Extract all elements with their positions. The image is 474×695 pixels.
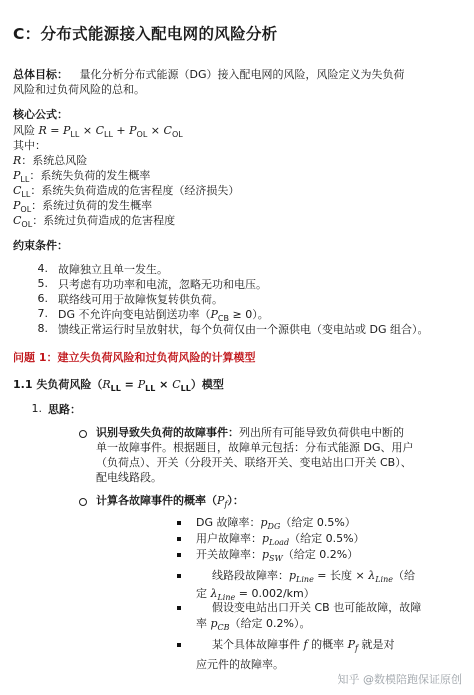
rate-cb-cont: 率 $p_{CB}$（给定 0.2%）。 xyxy=(196,617,311,633)
idea-label: 思路： xyxy=(48,403,81,416)
formula-label: 核心公式： xyxy=(13,108,68,121)
constraint-number: 5. xyxy=(37,277,48,290)
rate-dg: DG 故障率：$p_{DG}$（给定 0.5%） xyxy=(196,516,356,532)
event-probability-cont: 应元件的故障率。 xyxy=(196,658,284,671)
formula-where: 其中： xyxy=(13,139,46,152)
constraint-number: 6. xyxy=(37,292,48,305)
watermark: 知乎 @数模陪跑保证原创 xyxy=(337,673,462,686)
square-bullet-icon xyxy=(177,521,181,525)
bullet-1-line-2: 单一故障事件。根据题目，故障单元包括：分布式能源 DG、用户 xyxy=(96,441,414,454)
square-bullet-icon xyxy=(177,574,181,578)
goal-line-2: 风险和过负荷风险的总和。 xyxy=(13,83,145,96)
constraint-number: 4. xyxy=(37,262,48,275)
constraint-number: 7. xyxy=(37,307,48,320)
page-title: C：分布式能源接入配电网的风险分析 xyxy=(13,25,278,43)
formula-expression: 风险 $R = P_{LL} \times C_{LL} + P_{OL} \times C_{OL}$ xyxy=(13,124,183,140)
constraint-item: DG 不允许向变电站倒送功率$(P_{CB} \ge 0)$。 xyxy=(58,308,269,324)
bullet-1-line-1: 识别导致失负荷的故障事件：列出所有可能导致负荷供电中断的 xyxy=(96,426,404,439)
square-bullet-icon xyxy=(177,643,181,647)
bullet-1-line-4: 配电线路段。 xyxy=(96,471,162,484)
rate-load: 用户故障率：$p_{Load}$（给定 0.5%） xyxy=(196,532,365,548)
def-cll: $C_{LL}$：系统失负荷造成的危害程度（经济损失） xyxy=(13,184,240,200)
constraint-item: 故障独立且单一发生。 xyxy=(58,263,168,276)
def-pll: $P_{LL}$：系统失负荷的发生概率 xyxy=(13,169,151,185)
square-bullet-icon xyxy=(177,553,181,557)
constraints-label: 约束条件： xyxy=(13,239,68,252)
constraint-item: 馈线正常运行时呈放射状，每个负荷仅由一个源供电（变电站或 DG 组合）。 xyxy=(58,323,429,336)
goal-paragraph xyxy=(13,67,405,82)
rate-line-cont: 定 $\lambda_{Line} = 0.002/km$） xyxy=(196,587,315,603)
rate-cb: 假设变电站出口开关 CB 也可能故障，故障 xyxy=(212,601,422,614)
def-col: $C_{OL}$：系统过负荷造成的危害程度 xyxy=(13,214,176,230)
constraint-item: 联络线可用于故障恢复转供负荷。 xyxy=(58,293,223,306)
constraint-item: 只考虑有功功率和电流，忽略无功和电压。 xyxy=(58,278,267,291)
goal-line-1: 量化分析分布式能源（DG）接入配电网的风险，风险定义为失负荷 xyxy=(79,68,405,81)
rate-switch: 开关故障率：$p_{SW}$（给定 0.2%） xyxy=(196,548,359,564)
bullet-2-label: 计算各故障事件的概率$(P_f)$： xyxy=(96,494,244,510)
circle-bullet-icon xyxy=(79,498,87,506)
square-bullet-icon xyxy=(177,537,181,541)
circle-bullet-icon xyxy=(79,430,87,438)
rate-line: 线路段故障率：$p_{Line}$ = 长度 × $\lambda_{Line}$（给 xyxy=(212,569,415,585)
def-r: R：系统总风险 xyxy=(13,154,88,167)
section-heading: 1.1 失负荷风险$(R_{LL} = P_{LL} \times C_{LL})$模型 xyxy=(13,378,224,394)
event-probability: 某个具体故障事件 f 的概率 $P_f$ 就是对 xyxy=(212,638,395,654)
square-bullet-icon xyxy=(177,606,181,610)
idea-number: 1. xyxy=(31,402,42,415)
goal-label: 总体目标： xyxy=(13,68,68,81)
def-pol: $P_{OL}$：系统过负荷的发生概率 xyxy=(13,199,153,215)
problem-heading: 问题 1：建立失负荷风险和过负荷风险的计算模型 xyxy=(13,351,256,364)
constraint-number: 8. xyxy=(37,322,48,335)
bullet-1-line-3: （负荷点）、开关（分段开关、联络开关、变电站出口开关 CB）、 xyxy=(96,456,412,469)
